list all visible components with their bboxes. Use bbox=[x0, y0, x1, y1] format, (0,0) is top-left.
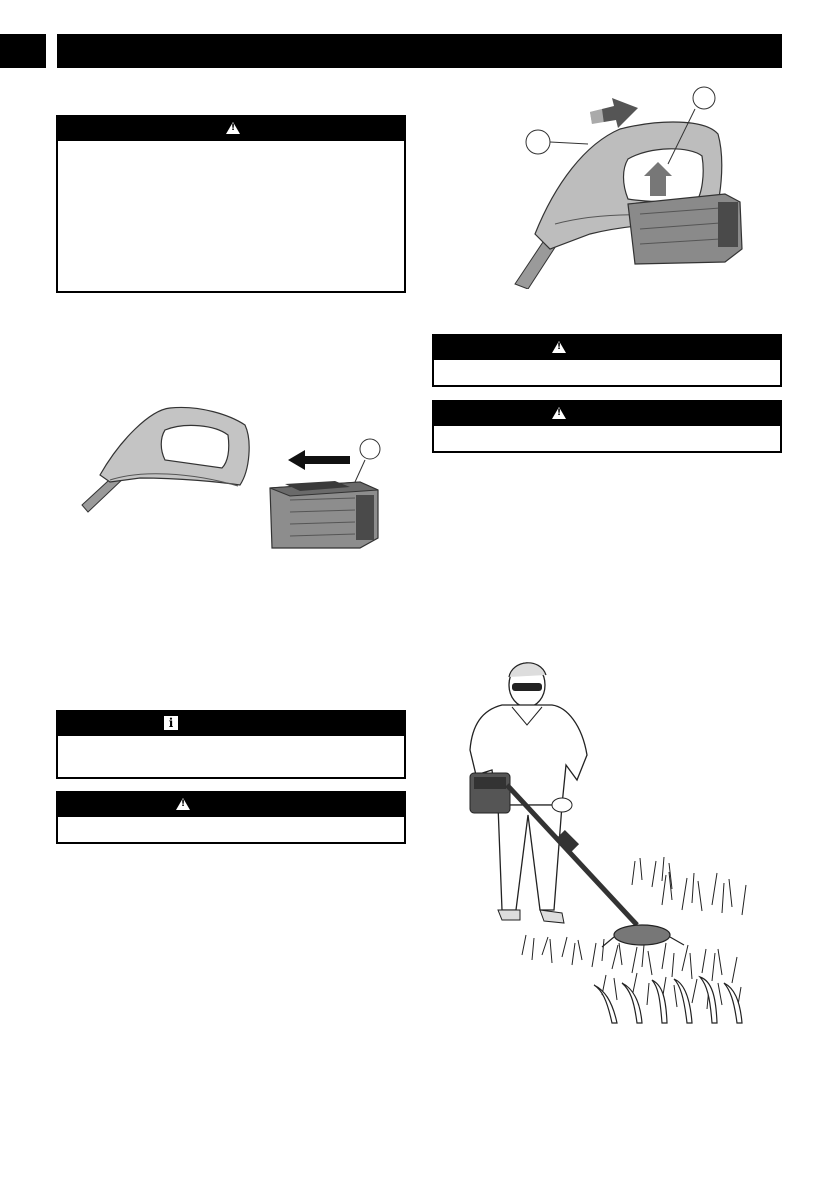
battery-insert-illustration bbox=[80, 400, 385, 570]
warning-notice-right-2 bbox=[432, 400, 782, 453]
page-header-bar bbox=[57, 34, 782, 68]
warning-notice-large bbox=[56, 115, 406, 293]
warning-triangle-icon bbox=[176, 797, 192, 813]
warning-triangle-icon bbox=[552, 406, 568, 422]
warning-notice-header bbox=[58, 117, 404, 141]
operator-trimming-illustration bbox=[462, 655, 752, 1025]
warning-notice-header bbox=[58, 793, 404, 817]
warning-notice-header bbox=[434, 336, 780, 360]
info-notice bbox=[56, 710, 406, 779]
warning-notice-small-left bbox=[56, 791, 406, 844]
warning-notice-header bbox=[434, 402, 780, 426]
trigger-handle-illustration bbox=[510, 84, 750, 289]
warning-notice-right-1 bbox=[432, 334, 782, 387]
warning-triangle-icon bbox=[552, 340, 568, 356]
info-icon: i bbox=[164, 716, 180, 732]
section-tab bbox=[0, 34, 46, 68]
info-notice-header bbox=[58, 712, 404, 736]
warning-triangle-icon bbox=[226, 121, 242, 137]
